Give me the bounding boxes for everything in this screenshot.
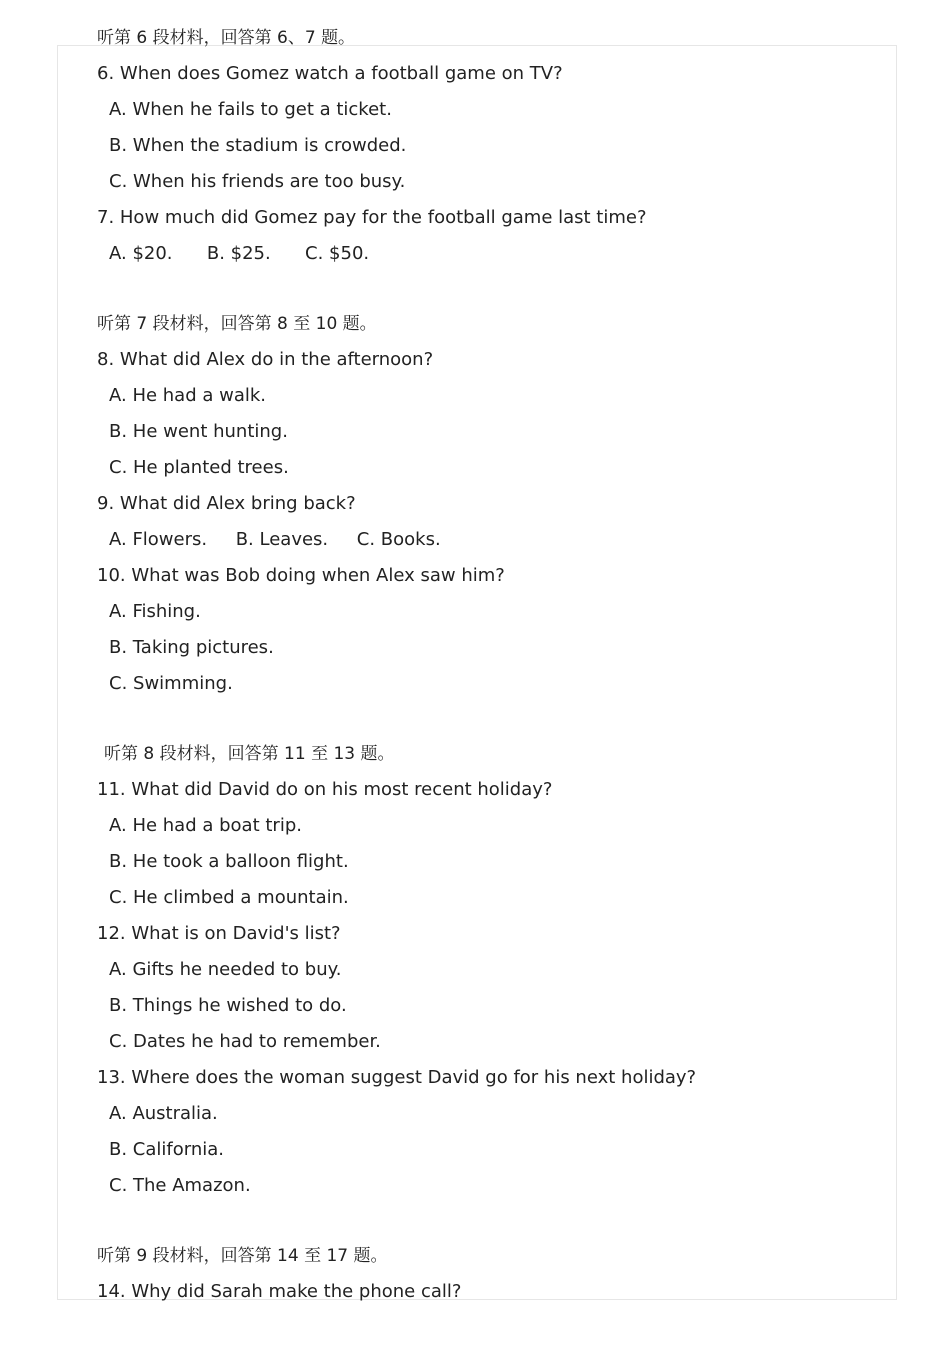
question-stem: 12. What is on David's list?: [97, 923, 341, 944]
answer-option: A. When he fails to get a ticket.: [109, 99, 392, 120]
answer-option: C. Dates he had to remember.: [109, 1031, 381, 1052]
question-stem: 7. How much did Gomez pay for the football game last time?: [97, 207, 647, 228]
answer-option: A. He had a walk.: [109, 385, 267, 406]
section-gap: [97, 708, 897, 742]
answer-option: B. Things he wished to do.: [109, 995, 347, 1016]
question-stem: 10. What was Bob doing when Alex saw him?: [97, 565, 505, 586]
answer-option: B. He took a balloon flight.: [109, 851, 349, 872]
question-stem: 14. Why did Sarah make the phone call?: [97, 1281, 462, 1302]
answer-option: A. Gifts he needed to buy.: [109, 959, 342, 980]
answer-option: C. When his friends are too busy.: [109, 171, 406, 192]
section-gap: [97, 278, 897, 312]
answer-option: C. He planted trees.: [109, 457, 289, 478]
document-content: [97, 26, 897, 1316]
answer-option: B. When the stadium is crowded.: [109, 135, 407, 156]
question-stem: 9. What did Alex bring back?: [97, 493, 356, 514]
answer-option: B. He went hunting.: [109, 421, 288, 442]
answer-option: A. He had a boat trip.: [109, 815, 302, 836]
section-header: 听第 9 段材料，回答第 14 至 17 题。: [97, 1246, 388, 1266]
answer-option: A. Australia.: [109, 1103, 218, 1124]
section-header: 听第 8 段材料，回答第 11 至 13 题。: [104, 744, 395, 764]
answer-option: C. Swimming.: [109, 673, 233, 694]
answer-options-inline: A. Flowers. B. Leaves. C. Books.: [109, 529, 441, 550]
question-stem: 6. When does Gomez watch a football game on TV?: [97, 63, 563, 84]
answer-option: A. Fishing.: [109, 601, 201, 622]
answer-option: C. The Amazon.: [109, 1175, 251, 1196]
section-gap: [97, 1210, 897, 1244]
answer-options-inline: A. $20. B. $25. C. $50.: [109, 243, 370, 264]
question-stem: 13. Where does the woman suggest David go for his next holiday?: [97, 1067, 697, 1088]
answer-option: B. California.: [109, 1139, 224, 1160]
answer-option: C. He climbed a mountain.: [109, 887, 349, 908]
section-header: 听第 7 段材料，回答第 8 至 10 题。: [97, 314, 377, 334]
section-header: 听第 6 段材料，回答第 6、7 题。: [97, 28, 356, 48]
question-stem: 8. What did Alex do in the afternoon?: [97, 349, 434, 370]
answer-option: B. Taking pictures.: [109, 637, 274, 658]
question-stem: 11. What did David do on his most recent holiday?: [97, 779, 553, 800]
